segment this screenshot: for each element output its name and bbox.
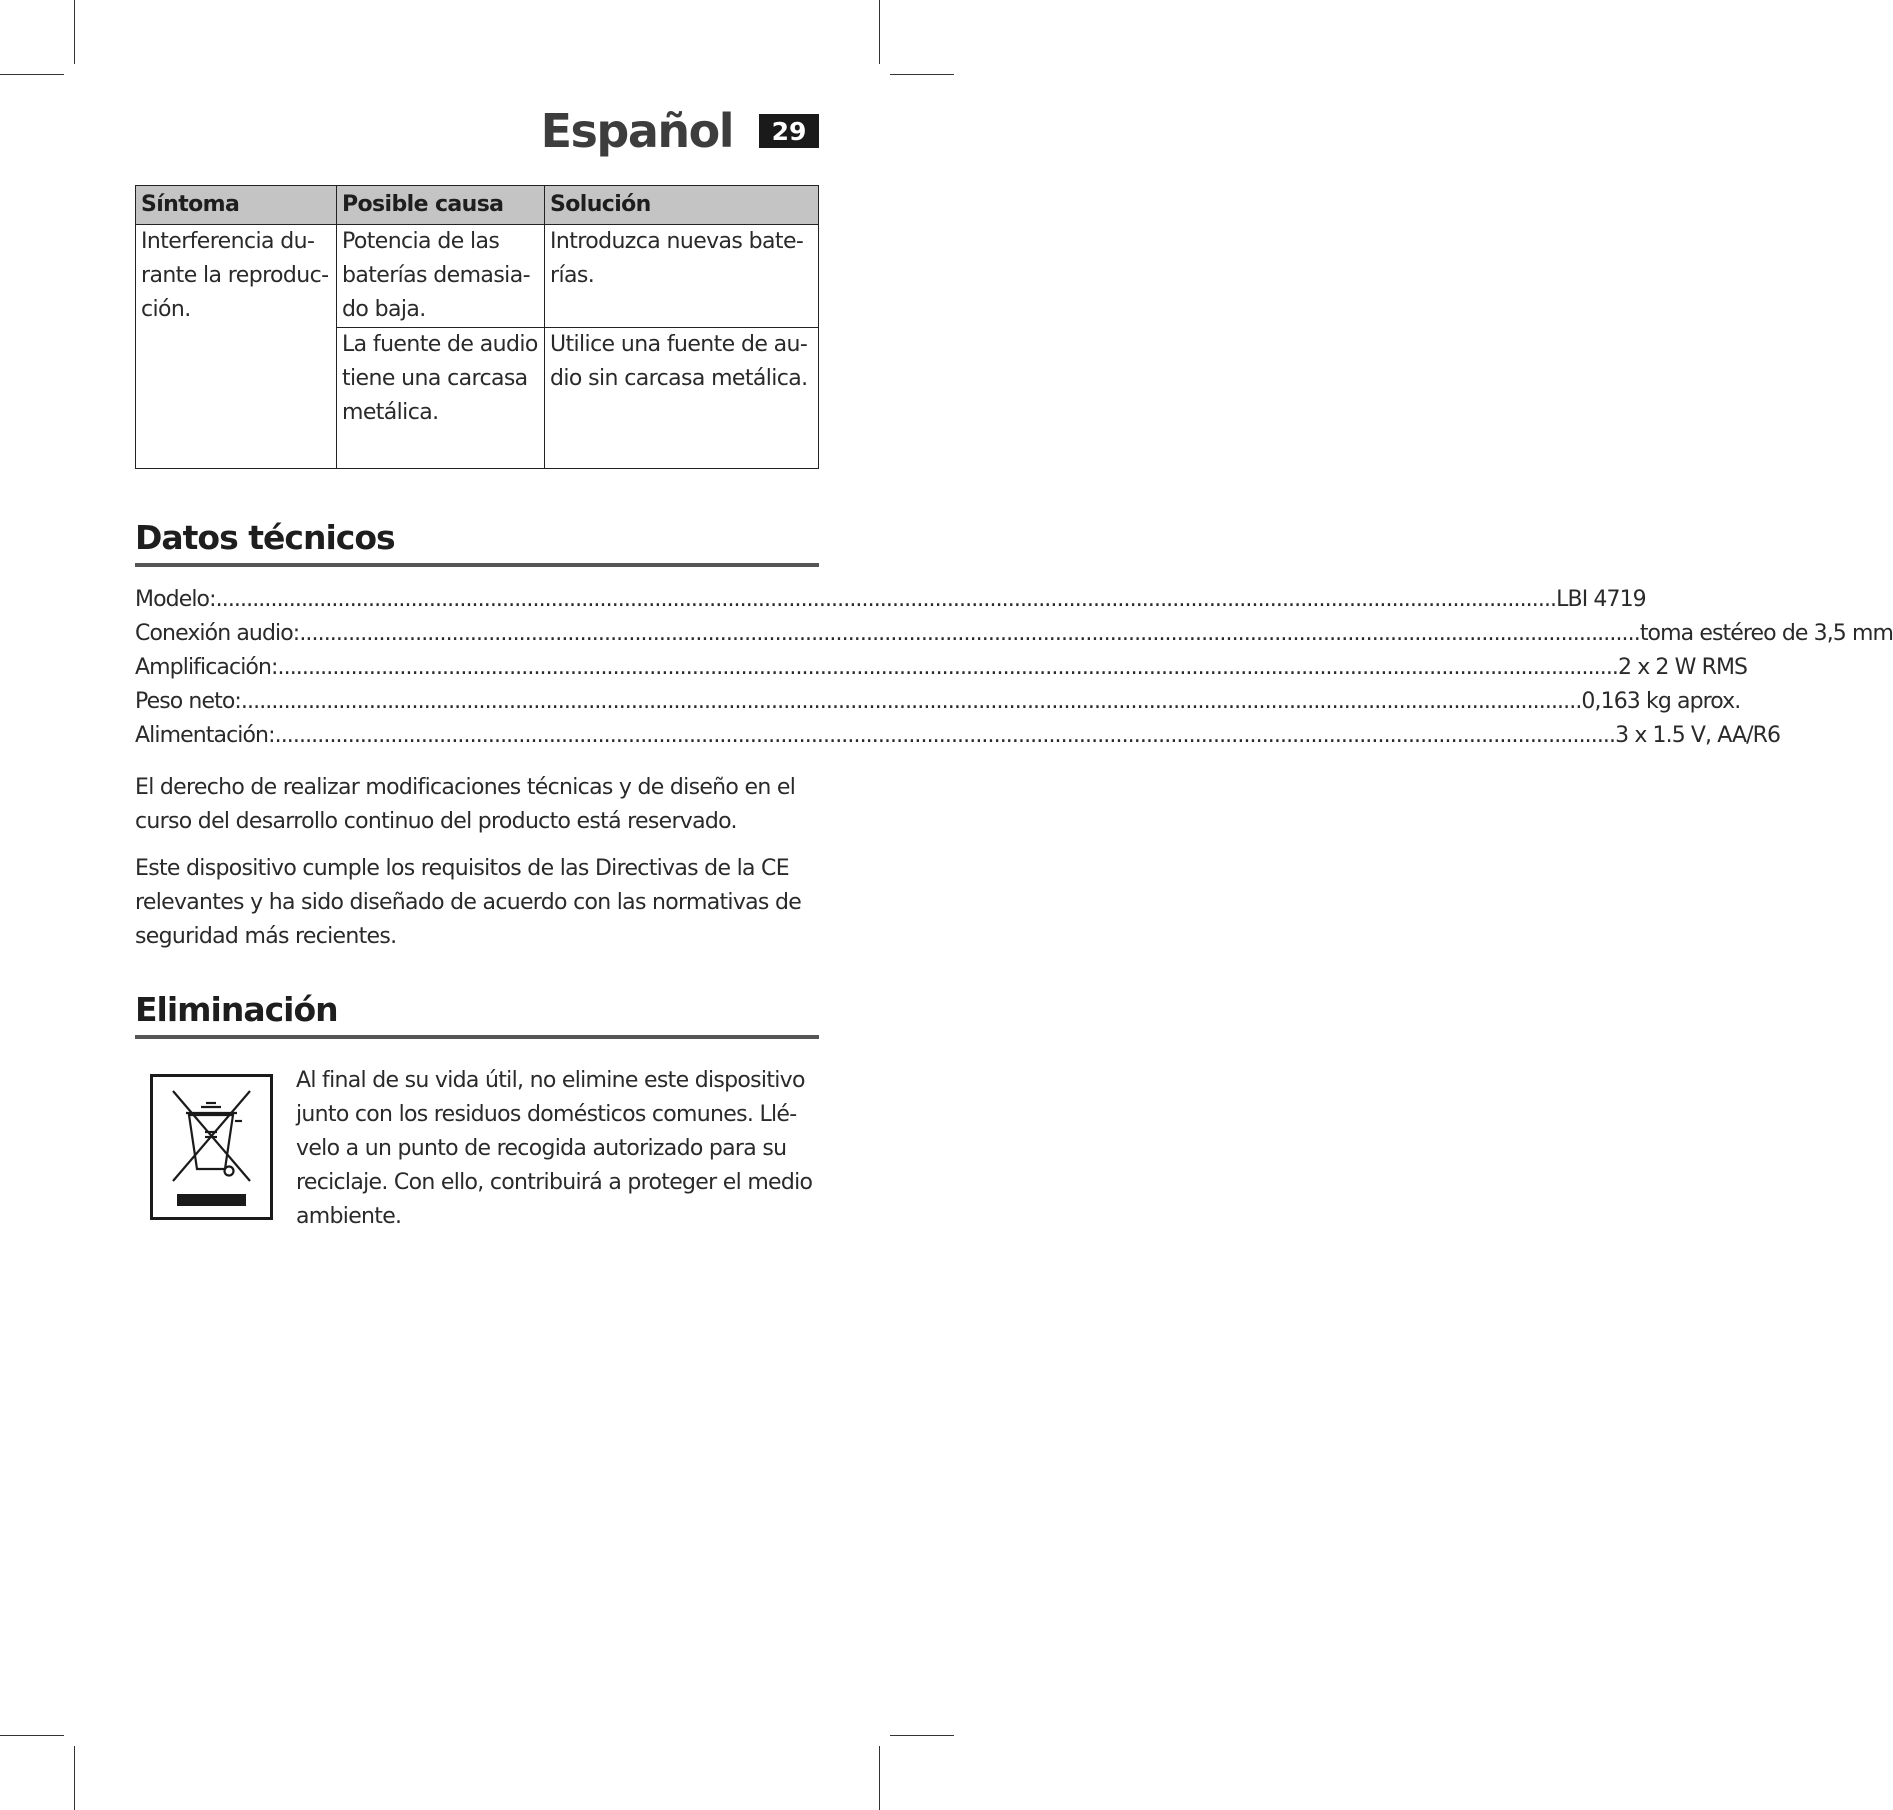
solution-line: Introduzca nuevas bate- [550, 229, 804, 254]
crop-mark [0, 1735, 64, 1736]
crop-mark [890, 1735, 954, 1736]
spec-row [135, 651, 1748, 685]
leader-dots: ............................................................................................................................................................................................................................ [277, 655, 1619, 680]
spec-label: Alimentación: [135, 723, 275, 748]
compliance-note: Este dispositivo cumple los requisitos de las Directivas de la CE relevantes y ha sido diseñado de acuerdo con las normativas de seguridad más recientes. [135, 856, 802, 949]
technical-data-heading: Datos técnicos [135, 518, 819, 567]
page-header [541, 104, 819, 158]
table-row [136, 225, 819, 328]
disposal-text-line: ambiente. [296, 1204, 402, 1229]
spec-label: Amplificación: [135, 655, 278, 680]
spec-value: 2 x 2 W RMS [1618, 655, 1748, 680]
disposal-heading: Eliminación [135, 990, 819, 1039]
spec-row [135, 617, 1893, 651]
spec-value: 3 x 1.5 V, AA/R6 [1615, 723, 1781, 748]
disposal-text-line: velo a un punto de recogida autorizado para su [296, 1136, 787, 1161]
spec-row [135, 583, 1646, 617]
cause-line: tiene una carcasa [342, 366, 528, 391]
spec-row [135, 685, 1741, 719]
page-number: 29 [759, 114, 819, 148]
leader-dots: ............................................................................................................................................................................................................................ [215, 587, 1557, 612]
crossed-out-wheelie-bin-icon [153, 1077, 270, 1217]
symptom-line: rante la reproduc- [141, 263, 329, 288]
solution-cell [545, 225, 819, 328]
leader-dots: ............................................................................................................................................................................................................................ [274, 723, 1616, 748]
cause-line: Potencia de las [342, 229, 500, 254]
modification-note: El derecho de realizar modificaciones técnicas y de diseño en el curso del desarrollo continuo del producto está reservado. [135, 775, 796, 834]
crop-mark [74, 1746, 75, 1810]
crop-mark [74, 0, 75, 64]
column-header: Solución [545, 186, 819, 225]
cause-line: La fuente de audio [342, 332, 538, 357]
column-header: Posible causa [337, 186, 545, 225]
cause-line: metálica. [342, 400, 439, 425]
solution-line: dio sin carcasa metálica. [550, 366, 808, 391]
solution-cell [545, 328, 819, 469]
disposal-text [296, 1064, 826, 1234]
troubleshooting-table [135, 185, 819, 469]
spec-row [135, 719, 1781, 753]
solution-line: Utilice una fuente de au- [550, 332, 808, 357]
crop-mark [879, 1746, 880, 1810]
weee-symbol [150, 1074, 273, 1220]
language-title: Español [540, 104, 733, 158]
disposal-text-line: Al final de su vida útil, no elimine este dispositivo [296, 1068, 805, 1093]
cause-cell [337, 225, 545, 328]
spec-list [135, 583, 1893, 753]
cause-line: baterías demasia- [342, 263, 530, 288]
symptom-line: ción. [141, 297, 191, 322]
table-header-row [136, 186, 819, 225]
cause-line: do baja. [342, 297, 426, 322]
spec-label: Peso neto: [135, 689, 241, 714]
crop-mark [879, 0, 880, 64]
disposal-text-line: junto con los residuos domésticos comunes. Llé- [296, 1102, 797, 1127]
leader-dots: ............................................................................................................................................................................................................................ [240, 689, 1582, 714]
symptom-cell [136, 225, 337, 469]
spec-label: Conexión audio: [135, 621, 300, 646]
symptom-line: Interferencia du- [141, 229, 315, 254]
column-header: Síntoma [136, 186, 337, 225]
spec-value: LBI 4719 [1556, 587, 1646, 612]
crop-mark [890, 74, 954, 75]
spec-value: 0,163 kg aprox. [1581, 689, 1741, 714]
leader-dots: ............................................................................................................................................................................................................................ [299, 621, 1640, 646]
spec-value: toma estéreo de 3,5 mm [1639, 621, 1893, 646]
solution-line: rías. [550, 263, 595, 288]
spec-label: Modelo: [135, 587, 216, 612]
cause-cell [337, 328, 545, 469]
crop-mark [0, 74, 64, 75]
disposal-text-line: reciclaje. Con ello, contribuirá a proteger el medio [296, 1170, 813, 1195]
